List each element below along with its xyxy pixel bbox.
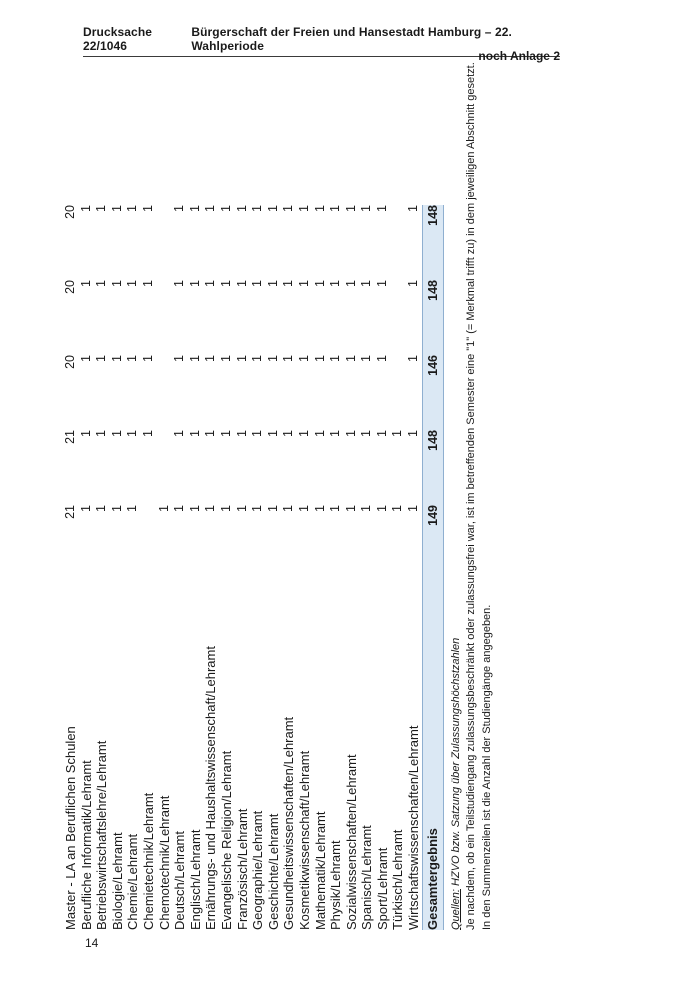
cell-value: 1	[94, 505, 109, 512]
cell-value: 1	[343, 280, 358, 287]
cell-value: 1	[359, 430, 374, 437]
cell-value: 1	[172, 355, 187, 362]
subject-row	[313, 205, 329, 930]
cell-value: 1	[218, 355, 233, 362]
row-label: Berufliche Informatik/Lehramt	[78, 760, 94, 930]
subject-row	[406, 205, 422, 930]
subject-row	[157, 205, 173, 930]
cell-value: 1	[78, 355, 93, 362]
cell-value: 148	[422, 430, 443, 505]
cell-value: 1	[234, 280, 249, 287]
subject-row	[219, 205, 235, 930]
cell-value: 1	[374, 280, 389, 287]
cell-value: 149	[422, 505, 443, 580]
cell-value	[157, 280, 173, 355]
row-label: Biologie/Lehramt	[109, 832, 125, 930]
cell-value: 1	[281, 505, 296, 512]
annex-note: noch Anlage 2	[478, 49, 560, 63]
row-label: Türkisch/Lehramt	[390, 829, 406, 930]
row-label: Deutsch/Lehramt	[172, 831, 188, 930]
semester-table	[63, 205, 444, 930]
cell-value: 1	[374, 205, 389, 212]
cell-value: 1	[374, 430, 389, 437]
cell-value: 1	[109, 205, 124, 212]
cell-value: 1	[109, 280, 124, 287]
cell-value: 1	[172, 430, 187, 437]
cell-value: 1	[203, 430, 218, 437]
cell-value: 1	[203, 355, 218, 362]
row-label: Geographie/Lehramt	[250, 810, 266, 930]
cell-value: 1	[281, 430, 296, 437]
cell-value: 1	[172, 280, 187, 287]
cell-value: 1	[343, 430, 358, 437]
cell-value: 1	[343, 355, 358, 362]
cell-value: 1	[359, 505, 374, 512]
cell-value: 1	[140, 430, 155, 437]
row-label: Betriebswirtschaftslehre/Lehramt	[94, 740, 110, 930]
cell-value: 1	[359, 205, 374, 212]
subject-row	[344, 205, 360, 930]
row-label: Ernährungs- und Haushaltswissenschaft/Lehramt	[203, 646, 219, 930]
cell-value: 1	[406, 205, 421, 212]
row-label: Französisch/Lehramt	[234, 808, 250, 930]
cell-value: 1	[172, 505, 187, 512]
cell-value: 1	[374, 505, 389, 512]
cell-value: 1	[406, 280, 421, 287]
cell-value: 21	[63, 505, 77, 519]
row-label: Geschichte/Lehramt	[265, 813, 281, 930]
cell-value: 1	[218, 505, 233, 512]
cell-value: 1	[281, 355, 296, 362]
cell-value: 148	[422, 205, 443, 280]
cell-value: 1	[281, 205, 296, 212]
row-label: Spanisch/Lehramt	[359, 825, 375, 930]
cell-value: 1	[156, 505, 171, 512]
cell-value: 1	[234, 205, 249, 212]
cell-value: 1	[203, 505, 218, 512]
cell-value: 1	[328, 505, 343, 512]
subject-row	[297, 205, 313, 930]
cell-value: 1	[187, 505, 202, 512]
subject-row	[125, 205, 141, 930]
cell-value	[390, 205, 406, 280]
subject-row	[328, 205, 344, 930]
subject-row	[79, 205, 95, 930]
cell-value: 1	[312, 355, 327, 362]
cell-value: 20	[63, 280, 77, 294]
subject-row	[94, 205, 110, 930]
cell-value: 1	[250, 505, 265, 512]
cell-value: 1	[296, 280, 311, 287]
cell-value: 1	[125, 205, 140, 212]
cell-value	[390, 355, 406, 430]
cell-value: 1	[187, 205, 202, 212]
subject-row	[266, 205, 282, 930]
cell-value: 1	[328, 355, 343, 362]
cell-value: 1	[94, 355, 109, 362]
page-number: 14	[85, 936, 99, 950]
cell-value: 1	[343, 205, 358, 212]
cell-value	[141, 505, 157, 580]
row-label: Gesundheitswissenschaften/Lehramt	[281, 716, 297, 930]
row-label: Evangelische Religion/Lehramt	[218, 750, 234, 930]
cell-value: 1	[218, 430, 233, 437]
cell-value: 1	[265, 280, 280, 287]
cell-value: 1	[296, 355, 311, 362]
subject-row	[281, 205, 297, 930]
cell-value: 1	[187, 280, 202, 287]
subject-row	[188, 205, 204, 930]
cell-value: 1	[343, 505, 358, 512]
cell-value: 1	[109, 355, 124, 362]
cell-value: 1	[94, 205, 109, 212]
cell-value: 1	[374, 355, 389, 362]
source-label: Quellen:	[449, 889, 462, 930]
cell-value: 1	[265, 355, 280, 362]
cell-value: 1	[250, 280, 265, 287]
subject-row	[172, 205, 188, 930]
subject-row	[250, 205, 266, 930]
row-label: Chemietechnik/Lehramt	[140, 792, 156, 930]
cell-value: 1	[359, 355, 374, 362]
rotated-table-region	[63, 62, 508, 930]
cell-value: 1	[125, 430, 140, 437]
cell-value: 1	[125, 280, 140, 287]
cell-value	[390, 280, 406, 355]
total-row	[422, 205, 443, 930]
cell-value: 1	[250, 205, 265, 212]
group-header-row	[63, 205, 79, 930]
row-label: Wirtschaftswissenschaften/Lehramt	[406, 725, 422, 930]
cell-value: 148	[422, 280, 443, 355]
row-label: Sozialwissenschaften/Lehramt	[343, 754, 359, 930]
cell-value: 20	[63, 355, 77, 369]
cell-value: 1	[312, 280, 327, 287]
cell-value: 1	[234, 505, 249, 512]
cell-value: 1	[234, 430, 249, 437]
row-label: Englisch/Lehramt	[187, 829, 203, 930]
subject-row	[203, 205, 219, 930]
cell-value: 1	[406, 430, 421, 437]
note-line-2: In den Summenzeilen ist die Anzahl der Studiengänge angegeben.	[480, 604, 493, 930]
cell-value: 1	[140, 280, 155, 287]
cell-value: 1	[203, 280, 218, 287]
subject-row	[359, 205, 375, 930]
cell-value: 1	[250, 355, 265, 362]
cell-value: 1	[94, 280, 109, 287]
row-label: Master - LA an Beruflichen Schulen	[63, 726, 78, 930]
cell-value: 1	[125, 505, 140, 512]
subject-row	[390, 205, 406, 930]
cell-value: 1	[203, 205, 218, 212]
cell-value: 1	[187, 430, 202, 437]
cell-value: 1	[281, 280, 296, 287]
cell-value: 1	[390, 430, 405, 437]
row-label: Chemie/Lehramt	[125, 833, 141, 930]
cell-value: 1	[265, 205, 280, 212]
row-label: Physik/Lehramt	[328, 840, 344, 930]
doc-number: Drucksache 22/1046	[83, 25, 153, 53]
cell-value: 1	[390, 505, 405, 512]
subject-row	[235, 205, 251, 930]
subject-row	[110, 205, 126, 930]
cell-value: 1	[312, 205, 327, 212]
cell-value: 1	[140, 205, 155, 212]
cell-value: 1	[328, 430, 343, 437]
cell-value: 1	[140, 355, 155, 362]
row-label: Sport/Lehramt	[374, 847, 390, 930]
row-label: Chemotechnik/Lehramt	[156, 795, 172, 930]
cell-value: 1	[234, 355, 249, 362]
cell-value: 1	[109, 430, 124, 437]
cell-value: 1	[359, 280, 374, 287]
cell-value: 20	[63, 205, 77, 219]
cell-value: 21	[63, 430, 77, 444]
cell-value: 1	[406, 355, 421, 362]
cell-value: 1	[218, 280, 233, 287]
cell-value: 1	[250, 430, 265, 437]
cell-value	[157, 355, 173, 430]
cell-value: 1	[94, 430, 109, 437]
cell-value: 1	[187, 355, 202, 362]
cell-value: 146	[422, 355, 443, 430]
cell-value: 1	[296, 430, 311, 437]
cell-value	[157, 205, 173, 280]
cell-value: 1	[78, 280, 93, 287]
subject-row	[141, 205, 157, 930]
cell-value	[157, 430, 173, 505]
cell-value: 1	[125, 355, 140, 362]
semester-table-body	[63, 205, 443, 930]
source-note	[449, 70, 465, 930]
cell-value: 1	[218, 205, 233, 212]
cell-value: 1	[265, 430, 280, 437]
cell-value: 1	[312, 505, 327, 512]
cell-value: 1	[296, 505, 311, 512]
cell-value: 1	[328, 205, 343, 212]
doc-title: Bürgerschaft der Freien und Hansestadt Hamburg – 22. Wahlperiode	[191, 25, 512, 53]
cell-value: 1	[406, 505, 421, 512]
cell-value: 1	[172, 205, 187, 212]
cell-value: 1	[78, 430, 93, 437]
cell-value: 1	[312, 430, 327, 437]
note-line-1: Je nachdem, ob ein Teilstudiengang zulassungsbeschränkt oder zulassungsfrei war, ist im betreffenden Semester eine "1" (= Merkmal trifft zu) in dem jeweiligen Abschnitt gesetzt.	[465, 62, 478, 930]
notes-block	[449, 62, 496, 930]
row-label: Mathematik/Lehramt	[312, 811, 328, 930]
source-text: HZVO bzw. Satzung über Zulassungshöchstzahlen	[449, 637, 462, 890]
cell-value: 1	[78, 505, 93, 512]
cell-value: 1	[109, 505, 124, 512]
cell-value: 1	[328, 280, 343, 287]
cell-value: 1	[78, 205, 93, 212]
row-label: Gesamtergebnis	[422, 580, 443, 930]
cell-value: 1	[265, 505, 280, 512]
cell-value: 1	[296, 205, 311, 212]
row-label: Kosmetikwissenschaft/Lehramt	[296, 750, 312, 930]
subject-row	[375, 205, 391, 930]
